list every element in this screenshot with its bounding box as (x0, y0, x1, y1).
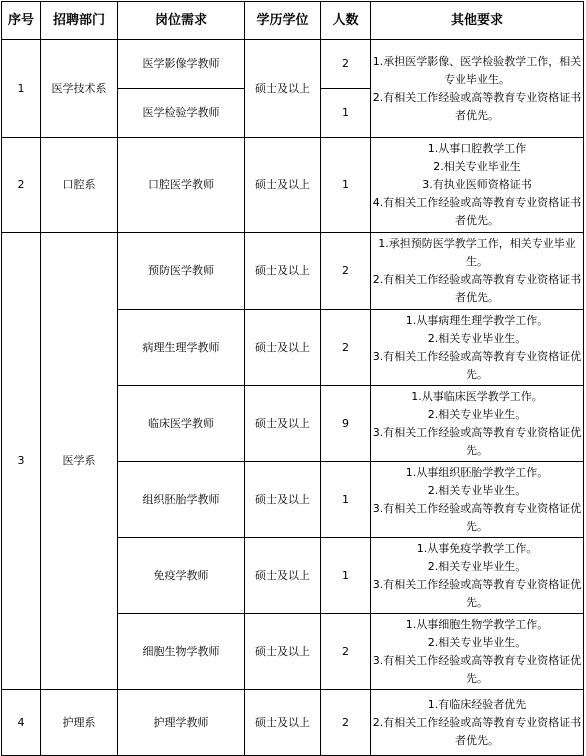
degree-cell: 硕士及以上 (245, 690, 321, 756)
header-requirements: 其他要求 (371, 2, 584, 40)
header-dept: 招聘部门 (41, 2, 118, 40)
header-degree: 学历学位 (245, 2, 321, 40)
count-cell: 1 (321, 89, 371, 138)
position-cell: 病理生理学教师 (118, 310, 245, 386)
requirement-item: 3.有相关工作经验或高等教育专业资格证优先。 (372, 501, 582, 533)
position-cell: 预防医学教师 (118, 233, 245, 310)
requirements-cell (371, 538, 584, 614)
count-cell: 1 (321, 538, 371, 614)
requirements-cell (371, 40, 584, 138)
requirements-cell (371, 310, 584, 386)
count-cell: 1 (321, 138, 371, 233)
requirement-item: 1.从事免疫学教学工作。 (416, 541, 538, 555)
requirement-item: 2.相关专业毕业生。 (427, 483, 527, 497)
degree-cell: 硕士及以上 (245, 310, 321, 386)
requirement-item: 1.从事组织胚胎学教学工作。 (405, 465, 549, 479)
header-position: 岗位需求 (118, 2, 245, 40)
requirement-item: 1.承担医学影像、医学检验教学工作，相关专业毕业生。 (372, 54, 582, 86)
table-row (2, 690, 584, 756)
requirement-item: 3.有相关工作经验或高等教育专业资格证优先。 (372, 349, 582, 381)
count-cell: 2 (321, 614, 371, 690)
count-cell: 2 (321, 310, 371, 386)
header-count: 人数 (321, 2, 371, 40)
count-cell: 2 (321, 233, 371, 310)
requirement-item: 3.有相关工作经验或高等教育专业资格证优先。 (372, 653, 582, 685)
count-cell: 1 (321, 462, 371, 538)
table-row (2, 40, 584, 89)
requirements-cell (371, 233, 584, 310)
position-cell: 临床医学教师 (118, 386, 245, 462)
requirement-item: 2.相关专业毕业生。 (427, 331, 527, 345)
requirement-item: 2.相关专业毕业生。 (427, 407, 527, 421)
position-cell: 细胞生物学教师 (118, 614, 245, 690)
position-cell: 医学影像学教师 (118, 40, 245, 89)
position-cell: 组织胚胎学教师 (118, 462, 245, 538)
table-row (2, 138, 584, 233)
requirement-item: 1.从事临床医学教学工作。 (411, 389, 543, 403)
position-cell: 医学检验学教师 (118, 89, 245, 138)
requirement-item: 4.有相关工作经验或高等教育专业资格证书者优先。 (372, 196, 582, 227)
requirement-item: 2.相关专业毕业生。 (427, 559, 527, 573)
degree-cell: 硕士及以上 (245, 138, 321, 233)
requirement-item: 1.有临床经验者优先 (427, 697, 527, 711)
requirement-item: 1.从事口腔教学工作 (427, 142, 527, 155)
seq-cell: 1 (2, 40, 41, 138)
degree-cell: 硕士及以上 (245, 40, 321, 138)
position-cell: 护理学教师 (118, 690, 245, 756)
requirement-item: 3.有执业医师资格证书 (422, 178, 532, 191)
requirement-item: 2.有相关工作经验或高等教育专业资格证书者优先。 (372, 273, 582, 304)
position-cell: 口腔医学教师 (118, 138, 245, 233)
count-cell: 9 (321, 386, 371, 462)
requirements-cell (371, 138, 584, 233)
requirement-item: 1.从事细胞生物学教学工作。 (405, 617, 549, 631)
header-seq: 序号 (2, 2, 41, 40)
degree-cell: 硕士及以上 (245, 233, 321, 310)
count-cell: 2 (321, 40, 371, 89)
requirement-item: 2.有相关工作经验或高等教育专业资格证书者优先。 (372, 90, 582, 122)
dept-cell: 护理系 (41, 690, 118, 756)
recruitment-table (1, 1, 584, 756)
requirement-item: 3.有相关工作经验或高等教育专业资格证优先。 (372, 425, 582, 457)
requirements-cell (371, 614, 584, 690)
requirement-item: 1.承担预防医学教学工作，相关专业毕业生。 (378, 237, 576, 268)
requirement-item: 2.有相关工作经验或高等教育专业资格证书者优先。 (372, 715, 582, 747)
degree-cell: 硕士及以上 (245, 614, 321, 690)
requirements-cell (371, 386, 584, 462)
seq-cell: 2 (2, 138, 41, 233)
requirement-item: 2.相关专业毕业生。 (427, 635, 527, 649)
dept-cell: 口腔系 (41, 138, 118, 233)
requirement-item: 1.从事病理生理学教学工作。 (405, 313, 549, 327)
requirements-cell (371, 690, 584, 756)
degree-cell: 硕士及以上 (245, 538, 321, 614)
requirement-item: 2.相关专业毕业生 (433, 160, 521, 173)
count-cell: 2 (321, 690, 371, 756)
degree-cell: 硕士及以上 (245, 462, 321, 538)
seq-cell: 4 (2, 690, 41, 756)
requirements-cell (371, 462, 584, 538)
dept-cell: 医学技术系 (41, 40, 118, 138)
header-row (2, 2, 584, 40)
degree-cell: 硕士及以上 (245, 386, 321, 462)
position-cell: 免疫学教师 (118, 538, 245, 614)
seq-cell: 3 (2, 233, 41, 690)
dept-cell: 医学系 (41, 233, 118, 690)
table-row (2, 233, 584, 310)
requirement-item: 3.有相关工作经验或高等教育专业资格证优先。 (372, 577, 582, 609)
